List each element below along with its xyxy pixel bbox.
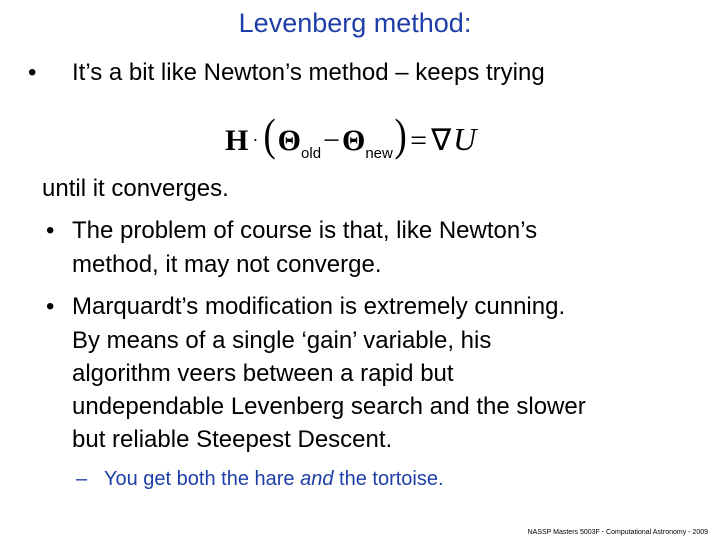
eq-nabla: ∇ [431, 124, 452, 157]
levenberg-equation [225, 108, 477, 162]
bullet-3-line: By means of a single ‘gain’ variable, his [72, 327, 492, 354]
sub-bullet-dash: – [76, 468, 88, 490]
bullet-1-text: It’s a bit like Newton’s method – keeps trying [72, 59, 545, 86]
bullet-3-line: undependable Levenberg search and the slower [72, 393, 586, 420]
continuation-text: until it converges. [42, 175, 229, 202]
sub-bullet-before: You get both the hare [104, 468, 301, 490]
eq-dot: · [252, 130, 259, 150]
eq-sub-old: old [301, 145, 322, 162]
eq-sub-new: new [365, 145, 393, 162]
slide-footer: NASSP Masters 5003F - Computational Astronomy - 2009 [527, 529, 708, 536]
eq-equals: = [410, 124, 428, 157]
bullet-marker: • [46, 293, 55, 320]
bullet-2-line: The problem of course is that, like Newton’s [72, 217, 538, 244]
slide-title: Levenberg method: [238, 8, 472, 38]
sub-bullet-text [104, 466, 444, 492]
bullet-2-line: method, it may not converge. [72, 251, 382, 278]
eq-minus: − [323, 124, 340, 157]
sub-bullet-italic: and [300, 468, 334, 490]
eq-theta-old: Θ [277, 124, 302, 157]
eq-hessian: H [225, 124, 249, 157]
sub-bullet-after: the tortoise. [333, 468, 444, 490]
bullet-3-line: but reliable Steepest Descent. [72, 426, 393, 453]
bullet-marker: • [46, 217, 55, 244]
eq-close-paren: ) [394, 109, 407, 160]
bullet-3-line: algorithm veers between a rapid but [72, 360, 454, 387]
eq-open-paren: ( [263, 109, 277, 160]
eq-potential: U [453, 121, 477, 157]
bullet-3-line: Marquardt’s modification is extremely cunning. [72, 293, 566, 320]
eq-theta-new: Θ [341, 124, 366, 157]
bullet-marker: • [28, 59, 37, 86]
